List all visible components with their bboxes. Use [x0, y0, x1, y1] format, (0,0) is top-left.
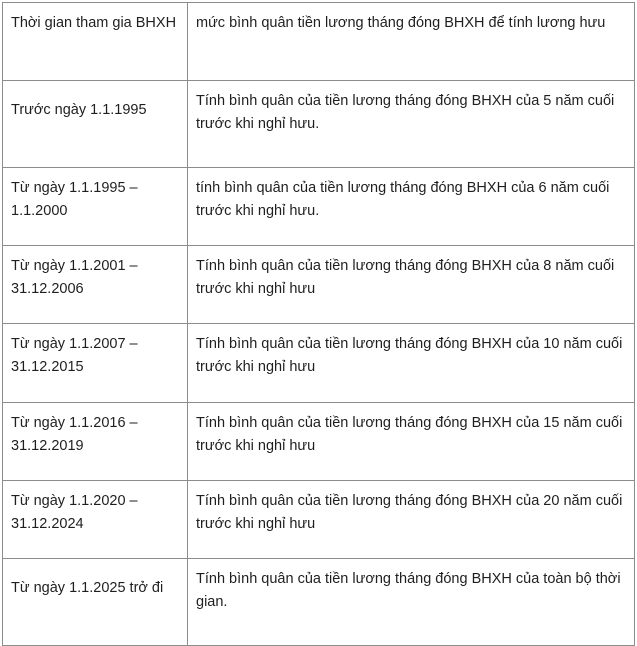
period-cell: Trước ngày 1.1.1995: [3, 81, 188, 168]
period-cell: Từ ngày 1.1.2001 – 31.12.2006: [3, 246, 188, 324]
table-row: [3, 481, 635, 559]
method-cell: Tính bình quân của tiền lương tháng đóng BHXH của 15 năm cuối trước khi nghỉ hưu: [188, 403, 635, 481]
table-row: [3, 81, 635, 168]
period-cell: Từ ngày 1.1.2007 – 31.12.2015: [3, 324, 188, 403]
method-cell: Tính bình quân của tiền lương tháng đóng BHXH của 20 năm cuối trước khi nghỉ hưu: [188, 481, 635, 559]
table-row: [3, 324, 635, 403]
method-cell: Tính bình quân của tiền lương tháng đóng BHXH của toàn bộ thời gian.: [188, 559, 635, 646]
period-cell: Từ ngày 1.1.2020 – 31.12.2024: [3, 481, 188, 559]
table-row: [3, 246, 635, 324]
header-period-cell: Thời gian tham gia BHXH: [3, 3, 188, 81]
table-row: [3, 403, 635, 481]
period-cell: Từ ngày 1.1.1995 – 1.1.2000: [3, 168, 188, 246]
period-cell: Từ ngày 1.1.2016 – 31.12.2019: [3, 403, 188, 481]
table-row: [3, 559, 635, 646]
method-cell: Tính bình quân của tiền lương tháng đóng BHXH của 10 năm cuối trước khi nghỉ hưu: [188, 324, 635, 403]
method-cell: Tính bình quân của tiền lương tháng đóng BHXH của 8 năm cuối trước khi nghỉ hưu: [188, 246, 635, 324]
method-cell: tính bình quân của tiền lương tháng đóng BHXH của 6 năm cuối trước khi nghỉ hưu.: [188, 168, 635, 246]
header-method-cell: mức bình quân tiền lương tháng đóng BHXH để tính lương hưu: [188, 3, 635, 81]
table-header-row: [3, 3, 635, 81]
pension-salary-table: [2, 2, 635, 646]
table-row: [3, 168, 635, 246]
period-cell: Từ ngày 1.1.2025 trở đi: [3, 559, 188, 646]
method-cell: Tính bình quân của tiền lương tháng đóng BHXH của 5 năm cuối trước khi nghỉ hưu.: [188, 81, 635, 168]
